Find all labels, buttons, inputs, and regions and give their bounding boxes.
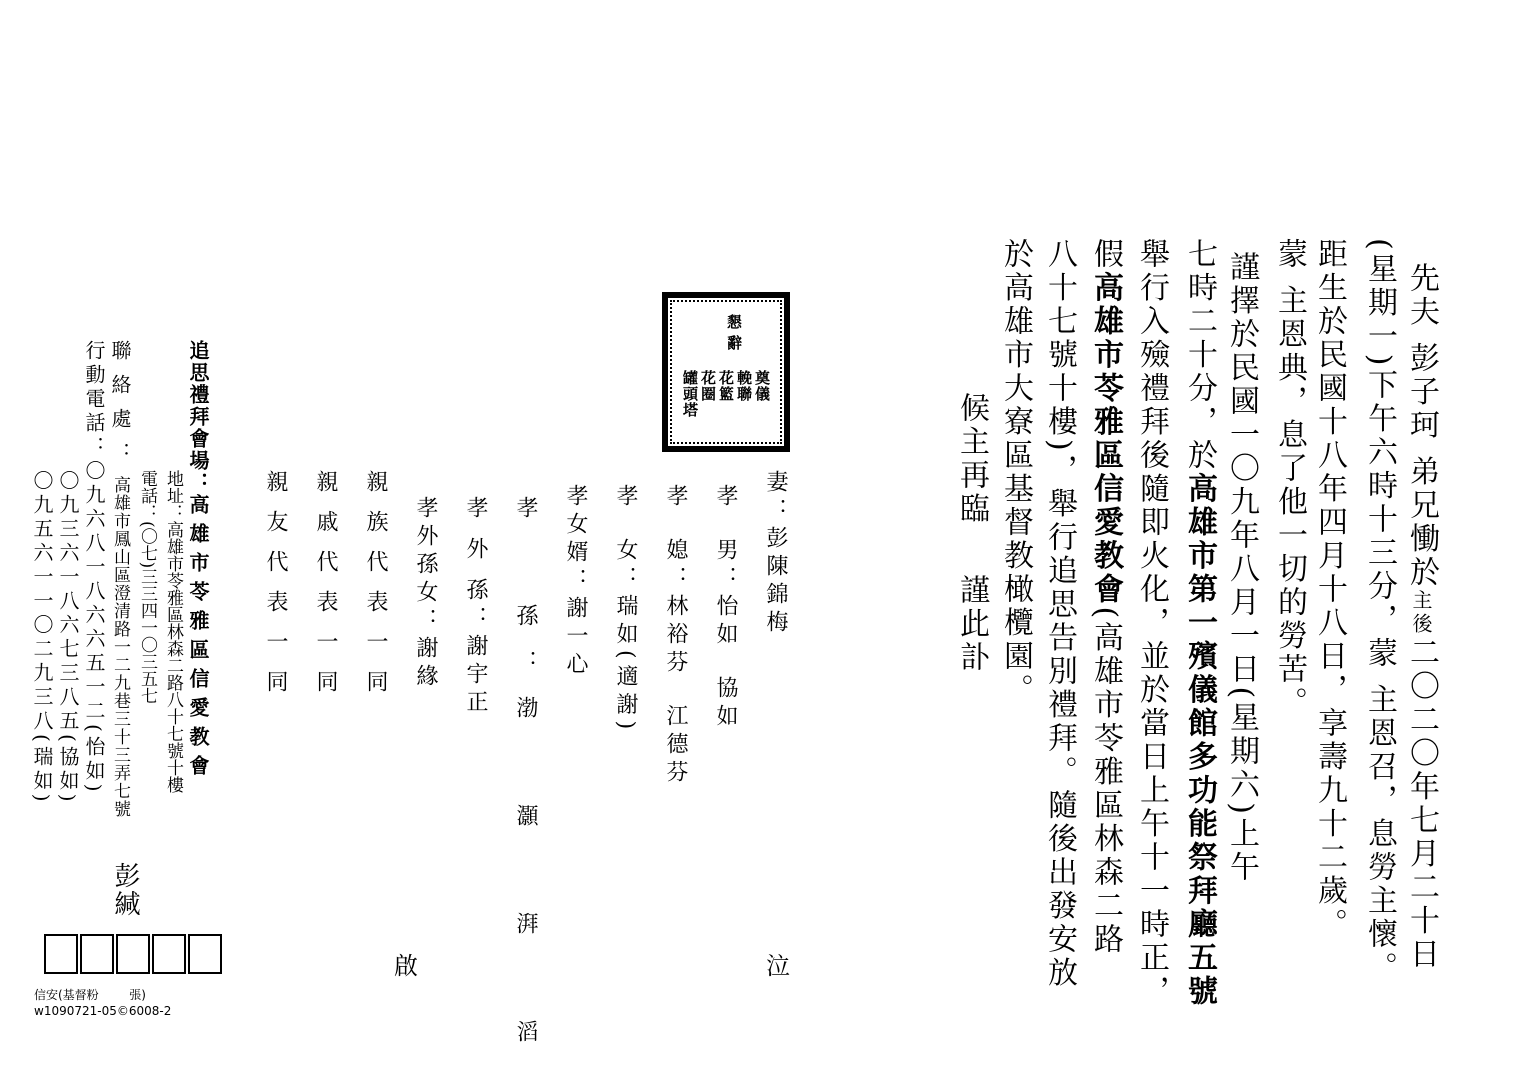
family-daughter: 孝 女：瑞如(適謝)	[613, 484, 638, 736]
family-son: 孝 男：怡如 協如	[713, 484, 738, 732]
family-clan-rep: 親族代表一同	[363, 470, 388, 710]
blank-box	[152, 934, 186, 974]
blank-name-boxes	[44, 934, 222, 974]
church-name: 高雄市苓雅區信愛教會	[1088, 271, 1123, 607]
era-note: 主後	[1409, 589, 1433, 637]
blank-box	[44, 934, 78, 974]
announce-mark: 啟	[394, 952, 418, 980]
family-granddaughter-external: 孝外孫女：謝緣	[413, 496, 438, 692]
venue-phone: 電話：(〇七)三三四一〇三五七	[137, 470, 157, 705]
obituary-line-1	[1404, 262, 1439, 972]
obituary-line-4: 蒙 主恩典，息了他一切的勞苦。	[1272, 238, 1307, 721]
blank-box	[188, 934, 222, 974]
closing-await: 候主再臨	[954, 392, 989, 526]
obituary-date: 二〇二〇年七月二十日	[1404, 636, 1439, 972]
family-wife: 妻：彭陳錦梅	[763, 470, 788, 638]
contact-mobile-3: 〇九五六一一〇二九三八(瑞如)	[30, 470, 54, 806]
obituary-line-6	[1182, 238, 1217, 1009]
closing-notice: 謹此訃	[954, 574, 989, 675]
venue-title: 追思禮拜會場：	[186, 340, 210, 494]
contact-mobile-label: 行動電話：	[82, 340, 106, 460]
contact-mobile-2: 〇九三六一八六七三八五(協如)	[56, 470, 80, 806]
decline-item-3: 花籃	[717, 370, 735, 402]
obituary-line-1-text: 先夫 彭子珂 弟兄慟於	[1404, 262, 1439, 590]
obituary-line-8a: 假	[1088, 238, 1123, 272]
venue-name: 高雄市苓雅區信愛教會	[186, 494, 210, 784]
weep-mark: 泣	[766, 952, 790, 980]
contact-office-address: 高雄市鳳山區澄清路一二九巷三十三弄七號	[110, 476, 130, 818]
obituary-line-2: (星期一)下午六時十三分，蒙 主恩召，息勞主懷。	[1362, 238, 1397, 985]
family-friends-rep: 親友代表一同	[263, 470, 288, 710]
footer-line-1: 信安(基督粉 張)	[34, 988, 146, 1002]
footer-line-2: w1090721-05©6008-2	[34, 1004, 172, 1018]
contact-office	[110, 340, 130, 818]
contact-mobile-1	[84, 340, 104, 796]
obituary-line-7: 舉行入殮禮拜後隨即火化，並於當日上午十一時正，	[1134, 238, 1169, 1009]
obituary-line-3: 距生於民國十八年四月十八日，享壽九十二歲。	[1312, 238, 1347, 942]
venue-block	[188, 340, 208, 784]
family-relatives-rep: 親戚代表一同	[313, 470, 338, 710]
obituary-line-8	[1088, 238, 1123, 957]
decline-title: 懇辭	[725, 314, 743, 356]
decline-item-4: 花圈	[699, 370, 717, 402]
venue-address: 地址：高雄市苓雅區林森二路八十七號十樓	[163, 470, 183, 793]
family-grandson-external: 孝 外 孫：謝宇正	[463, 496, 488, 718]
blank-box	[80, 934, 114, 974]
family-daughter-in-law: 孝 媳：林裕芬 江德芬	[663, 484, 688, 788]
blank-box	[116, 934, 150, 974]
obituary-line-6a: 七時二十分，於	[1182, 238, 1217, 473]
mobile-number-1: 〇九六八一八六六五一二(怡如)	[82, 460, 106, 796]
signature: 彭緘	[110, 862, 140, 918]
funeral-hall: 高雄市第一殯儀館多功能祭拜廳五號	[1182, 472, 1217, 1009]
obituary-line-10: 於高雄市大寮區基督教橄欖園。	[998, 238, 1033, 707]
decline-item-2: 輓聯	[735, 370, 753, 402]
decline-item-5: 罐頭塔	[681, 370, 699, 418]
family-grandsons: 孝 孫：渤 灝 湃 滔	[513, 496, 538, 1066]
decline-item-1: 奠儀	[753, 370, 771, 402]
decline-box	[662, 292, 790, 452]
obituary-line-5: 謹擇於民國一〇九年八月一日(星期六)上午	[1224, 238, 1259, 885]
contact-office-label: 聯絡處：	[108, 340, 132, 476]
family-son-in-law: 孝女婿：謝一心	[563, 484, 588, 680]
obituary-line-8c: (高雄市苓雅區林森二路	[1088, 606, 1123, 957]
obituary-line-9: 八十七號十樓)，舉行追思告別禮拜。隨後出發安放	[1042, 238, 1077, 991]
